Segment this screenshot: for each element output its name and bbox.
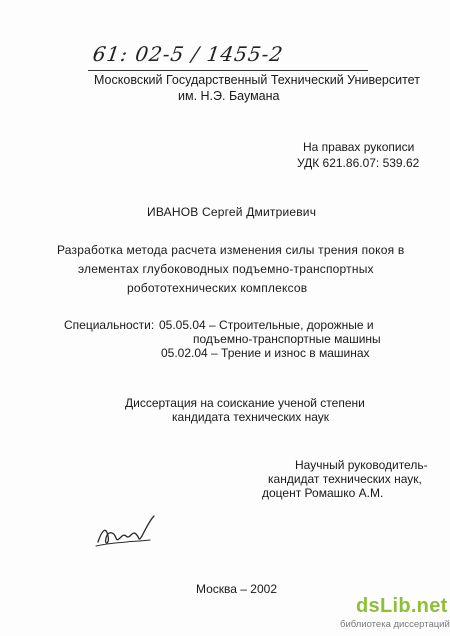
dissertation-degree-line-2: кандидата технических наук bbox=[172, 410, 330, 424]
thesis-title-line-2: элементах глубоководных подъемно-транспортных bbox=[78, 262, 374, 276]
specialty-1: 05.05.04 – Строительные, дорожные и bbox=[159, 318, 374, 332]
watermark-brand: dsLib.net bbox=[356, 595, 448, 617]
specialties-label: Специальности: bbox=[64, 318, 155, 332]
dslib-watermark[interactable] bbox=[340, 595, 450, 636]
manuscript-rights: На правах рукописи bbox=[303, 140, 415, 154]
supervisor-name: доцент Ромашко А.М. bbox=[262, 486, 384, 500]
handwritten-underline bbox=[88, 70, 368, 71]
city-and-year: Москва – 2002 bbox=[196, 582, 278, 596]
author-signature bbox=[92, 512, 162, 552]
supervisor-role: Научный руководитель- bbox=[295, 458, 428, 472]
udc-code: УДК 621.86.07: 539.62 bbox=[297, 156, 420, 170]
university-name-suffix: им. Н.Э. Баумана bbox=[178, 89, 280, 103]
specialty-1-continued: подъемно-транспортные машины bbox=[193, 332, 381, 346]
specialty-2: 05.02.04 – Трение и износ в машинах bbox=[161, 346, 370, 360]
thesis-title-line-3: робототехнических комплексов bbox=[127, 281, 308, 295]
handwritten-registration-number: 61: 02-5 / 1455-2 bbox=[91, 42, 285, 66]
supervisor-degree: кандидат технических наук, bbox=[268, 472, 422, 486]
thesis-title-line-1: Разработка метода расчета изменения силы трения покоя в bbox=[57, 243, 405, 257]
university-name: Московский Государственный Технический Университет bbox=[94, 73, 420, 87]
author-name: ИВАНОВ Сергей Дмитриевич bbox=[147, 205, 317, 219]
watermark-subtitle: библиотека диссертаций bbox=[340, 619, 450, 630]
dissertation-degree-line-1: Диссертация на соискание ученой степени bbox=[125, 396, 365, 410]
